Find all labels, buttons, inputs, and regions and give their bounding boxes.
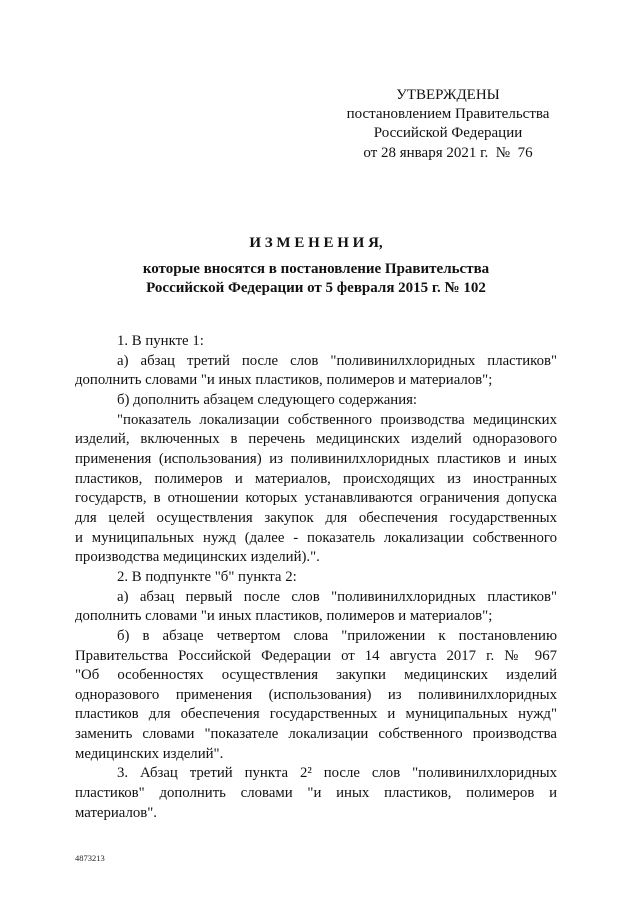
- paragraph-line: 1. В пункте 1:: [117, 333, 204, 349]
- paragraph-line: для целей осуществления закупок для обеспечения государственных: [75, 509, 557, 526]
- paragraph-line: материалов".: [75, 804, 158, 821]
- document-body: [75, 332, 557, 823]
- approval-line-government: Российской Федерации: [373, 125, 523, 142]
- paragraph-line: заменить словами "показателе локализации собственного производства: [75, 726, 557, 743]
- paragraph-line: б) в абзаце четвертом слова "приложении к постановлению: [117, 627, 557, 644]
- paragraph-line: б) дополнить абзацем следующего содержания:: [117, 391, 418, 408]
- paragraph-line: пластиков, полимеров и материалов, происходящих из иностранных: [75, 470, 557, 487]
- approval-line-date-number: от 28 января 2021 г. № 76: [363, 144, 533, 161]
- item-1a: [75, 352, 557, 391]
- document-code: 4873213: [75, 853, 105, 863]
- subtitle-line: которые вносятся в постановление Правительства: [142, 261, 490, 277]
- item-1b: [75, 391, 557, 411]
- paragraph-line: и муниципальных нужд (далее - показатель локализации собственного: [75, 529, 557, 546]
- paragraph-line: "показатель локализации собственного производства медицинских: [117, 411, 557, 428]
- paragraph-line: "Об особенностях осуществления закупки медицинских изделий: [75, 667, 557, 684]
- item-1-heading: [75, 332, 557, 352]
- subtitle-line: Российской Федерации от 5 февраля 2015 г. № 102: [146, 280, 486, 297]
- paragraph-line: пластиков" дополнить словами "и иных пластиков, полимеров и: [75, 785, 557, 802]
- item-2a: [75, 588, 557, 627]
- item-2b: [75, 627, 557, 765]
- paragraph-line: дополнить словами "и иных пластиков, полимеров и материалов";: [75, 608, 493, 625]
- paragraph-line: медицинских изделий".: [75, 745, 224, 762]
- paragraph-line: государств, в отношении которых устанавливаются ограничения допуска: [75, 490, 557, 507]
- paragraph-line: пластиков для обеспечения государственных и муниципальных нужд": [75, 706, 557, 723]
- approval-title: УТВЕРЖДЕНЫ: [396, 87, 500, 103]
- paragraph-line: Правительства Российской Федерации от 14 августа 2017 г. № 967: [75, 647, 557, 664]
- paragraph-line: изделий, включенных в перечень медицинских изделий одноразового: [75, 431, 557, 448]
- paragraph-line: дополнить словами "и иных пластиков, полимеров и материалов";: [75, 372, 493, 389]
- paragraph-line: производства медицинских изделий).".: [75, 549, 320, 566]
- item-2-heading: [75, 568, 557, 588]
- paragraph-line: 3. Абзац третий пункта 2² после слов "поливинилхлоридных: [117, 765, 557, 782]
- paragraph-line: 2. В подпункте "б" пункта 2:: [117, 568, 297, 585]
- approval-line-resolution: постановлением Правительства: [346, 106, 550, 123]
- document-title: И З М Е Н Е Н И Я,: [249, 235, 383, 251]
- paragraph-line: а) абзац третий после слов "поливинилхлоридных пластиков": [117, 352, 557, 369]
- paragraph-line: одноразового применения (использования) из поливинилхлоридных: [75, 686, 557, 703]
- item-3: [75, 764, 557, 823]
- paragraph-line: применения (использования) из поливинилхлоридных пластиков и иных: [75, 450, 557, 467]
- paragraph-line: а) абзац первый после слов "поливинилхлоридных пластиков": [117, 588, 557, 605]
- item-1b-new-text: [75, 411, 557, 568]
- approval-stamp: [340, 86, 556, 163]
- document-subtitle: [75, 260, 557, 298]
